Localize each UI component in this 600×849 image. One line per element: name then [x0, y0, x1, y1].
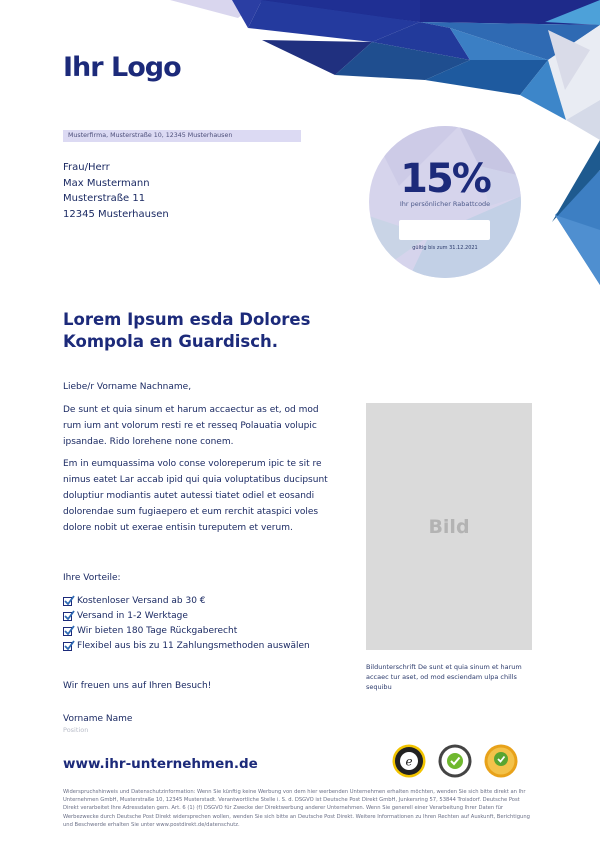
list-item	[63, 594, 310, 609]
letter-closing: Wir freuen uns auf Ihren Besuch!	[63, 681, 212, 691]
geprueft-webshop-seal	[438, 744, 472, 778]
image-placeholder-label: Bild	[428, 515, 470, 538]
benefit-label: Kostenloser Versand ab 30 €	[77, 596, 206, 606]
signature-name: Vorname Name	[63, 714, 133, 724]
checkbox-checked-icon	[63, 642, 72, 651]
svg-text:e: e	[405, 754, 413, 769]
recipient-city: 12345 Musterhausen	[63, 208, 169, 220]
discount-badge	[369, 126, 521, 278]
checkbox-checked-icon	[63, 627, 72, 636]
benefits-list	[63, 594, 310, 654]
recipient-address	[63, 160, 169, 222]
company-logo: Ihr Logo	[63, 52, 181, 83]
discount-validity: gültig bis zum 31.12.2021	[412, 245, 478, 251]
letter-salutation: Liebe/r Vorname Nachname,	[63, 382, 192, 392]
recipient-street: Musterstraße 11	[63, 193, 146, 204]
list-item	[63, 624, 310, 639]
website-link[interactable]: www.ihr-unternehmen.de	[63, 756, 258, 772]
trusted-shops-seal	[392, 744, 426, 778]
discount-subtitle: Ihr persönlicher Rabattcode	[399, 200, 491, 208]
letter-paragraph-1: De sunt et quia sinum et harum accaectur as et, od mod rum ium ant volorum resti re et resseq Polauatia volupic ipsandae. Rido lorehene none conem.	[63, 405, 319, 447]
trust-seals	[392, 744, 518, 778]
benefit-label: Versand in 1-2 Werktage	[77, 611, 188, 621]
letter-paragraph-2: Em in eumquassima volo conse voloreperum ipic te sit re nimus eatet Lar accab ipid qui quia voluptatibus ducipsunt doluptiur modiantis autet autessi tiatet odiel et eosandi dolorendae sum fugiaepero et eum rerchit ataspici voles dolore nobit ut exerae entisin tureputem et verum.	[63, 459, 328, 533]
benefits-title: Ihre Vorteile:	[63, 573, 121, 583]
list-item	[63, 639, 310, 654]
letter-headline: Lorem Ipsum esda Dolores Kompola en Guardisch.	[63, 310, 311, 351]
benefit-label: Flexibel aus bis zu 11 Zahlungsmethoden auswälen	[77, 641, 310, 651]
ekomi-seal	[484, 744, 518, 778]
benefit-label: Wir bieten 180 Tage Rückgaberecht	[77, 626, 238, 636]
recipient-salutation: Frau/Herr	[63, 162, 110, 173]
signature-position: Position	[63, 726, 89, 734]
discount-percent: 15%	[400, 156, 490, 202]
discount-code-field	[399, 220, 490, 240]
image-caption: Bildunterschrift De sunt et quia sinum et harum accaec tur aset, od mod esciendam ulpa chills sequibu	[366, 663, 522, 691]
checkbox-checked-icon	[63, 597, 72, 606]
recipient-name: Max Mustermann	[63, 177, 150, 189]
image-placeholder	[366, 403, 532, 650]
privacy-footer: Widerspruchshinweis und Datenschutzinformation: Wenn Sie künftig keine Werbung von dem hier werbenden Unternehmen erhalten möchten, wenden Sie sich bitte direkt an Ihr Unternehmen GmbH, Musterstraße 10, 12345 Musterstadt. Verantwortliche Stelle i. S. d. DSGVO ist Deutsche Post Direkt GmbH, Junkersring 57, 53844 Troisdorf. Deutsche Post Direkt verarbeitet Ihre Adressdaten gem. Art. 6 (1) (f) DSGVO für Zwecke der Direktwerbung anderer Unternehmen. Wenn Sie generell einer Verarbeitung Ihrer Daten für Werbezwecke durch Deutsche Post Direkt widersprechen wollen, wenden Sie sich bitte an Deutsche Post Direkt. Weitere Informationen zu Ihren Rechten auf Auskunft, Berichtigung und Beschwerde erhalten Sie unter www.postdirekt.de/datenschutz.	[63, 789, 530, 828]
sender-return-address: Musterfirma, Musterstraße 10, 12345 Musterhausen	[63, 130, 301, 142]
checkbox-checked-icon	[63, 612, 72, 621]
list-item	[63, 609, 310, 624]
